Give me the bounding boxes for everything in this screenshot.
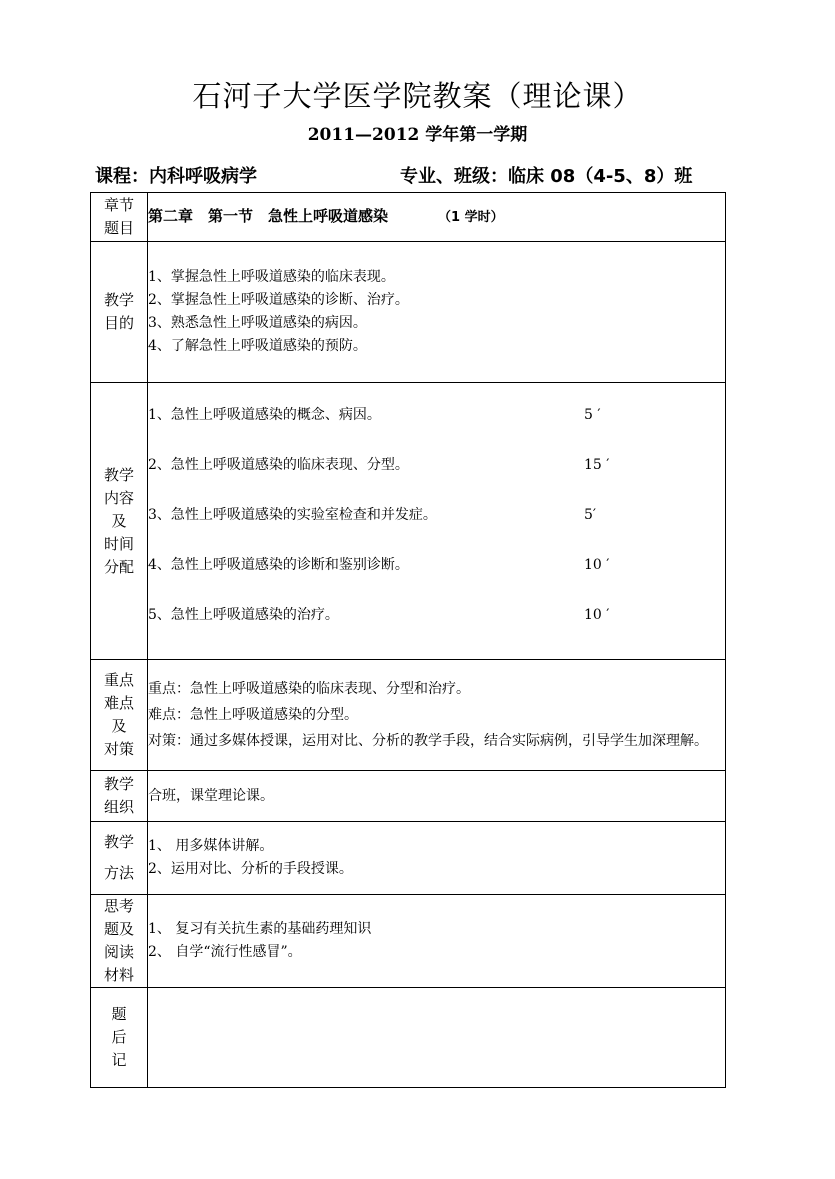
reading-cell (148, 895, 726, 988)
content-item-text: 1、急性上呼吸道感染的概念、病因。 (148, 406, 381, 423)
content-item-text: 4、急性上呼吸道感染的诊断和鉴别诊断。 (148, 556, 409, 573)
lesson-plan-table (90, 192, 726, 1088)
label-line: 教学 (103, 775, 134, 793)
label-line: 及 (111, 511, 127, 530)
document-title: 石河子大学医学院教案（理论课） (192, 79, 643, 113)
semester-subtitle: 2011—2012 学年第一学期 (307, 125, 528, 145)
label-line: 内容 (103, 488, 134, 507)
label-line: 及 (111, 717, 127, 735)
label-line: 对策 (103, 740, 134, 758)
major-class: 专业、班级：临床 08（4-5、8）班 (400, 166, 693, 187)
label-line: 题及 (103, 920, 134, 938)
objective-item: 2、掌握急性上呼吸道感染的诊断、治疗。 (148, 292, 409, 308)
method-row (91, 822, 726, 895)
method-item: 1、 用多媒体讲解。 (148, 838, 274, 854)
objective-item: 1、掌握急性上呼吸道感染的临床表现。 (148, 269, 395, 285)
reading-label (91, 895, 148, 988)
key-points-label (91, 660, 148, 771)
label-line: 后 (111, 1028, 127, 1046)
label-line: 题目 (103, 219, 134, 237)
key-point-line: 重点：急性上呼吸道感染的临床表现、分型和治疗。 (148, 681, 470, 697)
chapter-row (91, 193, 726, 242)
content-item-text: 2、急性上呼吸道感染的临床表现、分型。 (148, 456, 409, 473)
label-line: 方法 (103, 864, 134, 882)
method-label (91, 822, 148, 895)
label-line: 时间 (103, 534, 134, 553)
organization-cell (148, 771, 726, 822)
content-cell (148, 383, 726, 660)
content-item-text: 5、急性上呼吸道感染的治疗。 (148, 606, 339, 623)
content-item-time: 5 ′ (584, 406, 601, 423)
objective-item: 3、熟悉急性上呼吸道感染的病因。 (148, 315, 367, 331)
label-line: 教学 (103, 833, 134, 851)
content-item-time: 5′ (584, 506, 597, 523)
chapter-label (91, 193, 148, 242)
label-line: 阅读 (103, 943, 134, 961)
content-item (148, 454, 725, 504)
label-line: 重点 (103, 671, 134, 689)
method-item: 2、运用对比、分析的手段授课。 (148, 861, 353, 877)
key-points-row (91, 660, 726, 771)
postscript-cell (148, 988, 726, 1088)
label-line: 记 (111, 1051, 127, 1069)
chapter-hours: （1 学时） (438, 210, 504, 225)
chapter-title (148, 207, 504, 225)
reading-item: 1、 复习有关抗生素的基础药理知识 (148, 921, 372, 937)
postscript-label (91, 988, 148, 1088)
content-item (148, 504, 725, 554)
content-row (91, 383, 726, 660)
content-label (91, 383, 148, 660)
objective-item: 4、了解急性上呼吸道感染的预防。 (148, 338, 367, 354)
objectives-label (91, 242, 148, 383)
label-line: 组织 (103, 798, 134, 816)
label-line: 教学 (103, 291, 134, 309)
label-line: 分配 (103, 557, 134, 576)
key-points-cell (148, 660, 726, 771)
strategy-line: 对策：通过多媒体授课，运用对比、分析的教学手段，结合实际病例，引导学生加深理解。 (148, 733, 708, 749)
course-name: 课程：内科呼吸病学 (95, 166, 257, 187)
content-item (148, 604, 725, 654)
label-line: 材料 (103, 966, 134, 984)
organization-label (91, 771, 148, 822)
content-item-text: 3、急性上呼吸道感染的实验室检查和并发症。 (148, 506, 437, 523)
chapter-cell (148, 193, 726, 242)
content-item-time: 10 ′ (584, 606, 610, 623)
label-line: 教学 (103, 465, 134, 484)
label-line: 章节 (103, 196, 134, 214)
content-item-time: 10 ′ (584, 556, 610, 573)
difficulty-line: 难点：急性上呼吸道感染的分型。 (148, 707, 358, 723)
content-item (148, 554, 725, 604)
label-line: 题 (111, 1005, 127, 1023)
objectives-row (91, 242, 726, 383)
reading-row (91, 895, 726, 988)
label-line: 思考 (103, 897, 134, 915)
label-line: 难点 (103, 694, 134, 712)
organization-row (91, 771, 726, 822)
content-item-time: 15 ′ (584, 456, 610, 473)
label-line: 目的 (103, 314, 134, 332)
method-cell (148, 822, 726, 895)
objectives-cell (148, 242, 726, 383)
content-item (148, 404, 725, 454)
reading-item: 2、 自学“流行性感冒”。 (148, 944, 302, 960)
chapter-text: 第二章 第一节 急性上呼吸道感染 (148, 207, 389, 225)
organization-text: 合班，课堂理论课。 (148, 787, 274, 804)
postscript-row (91, 988, 726, 1088)
